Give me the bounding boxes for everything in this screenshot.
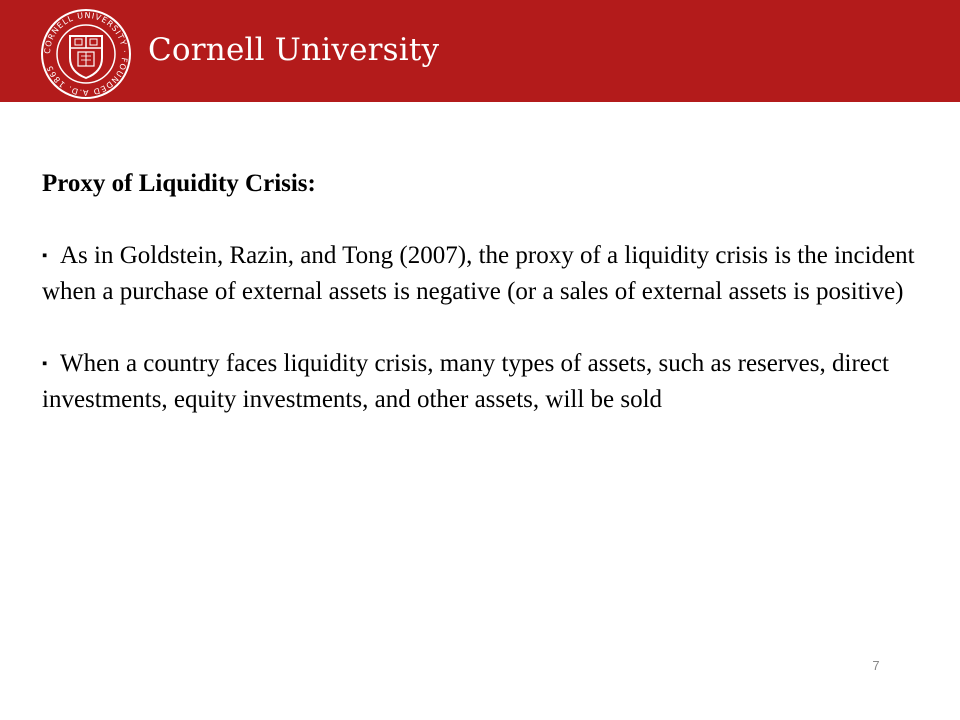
bullet-square-icon: ▪ bbox=[42, 248, 48, 264]
bullet-item bbox=[42, 238, 922, 310]
brand-name: Cornell University bbox=[148, 32, 440, 68]
slide-content bbox=[42, 166, 922, 454]
bullet-text: When a country faces liquidity crisis, many types of assets, such as reserves, direct investments, equity investments, and other assets, will be sold bbox=[42, 350, 889, 413]
bullet-text: As in Goldstein, Razin, and Tong (2007), the proxy of a liquidity crisis is the incident when a purchase of external assets is negative (or a sales of external assets is positive) bbox=[42, 242, 915, 305]
page-number: 7 bbox=[872, 658, 880, 673]
slide-title: Proxy of Liquidity Crisis: bbox=[42, 170, 316, 197]
bullet-item bbox=[42, 346, 922, 418]
svg-text:CORNELL UNIVERSITY · FOUNDED A: CORNELL UNIVERSITY · FOUNDED A.D. 1865 bbox=[42, 10, 130, 98]
cornell-seal-icon bbox=[40, 8, 132, 100]
header-bar bbox=[0, 0, 960, 102]
bullet-square-icon: ▪ bbox=[42, 356, 48, 372]
